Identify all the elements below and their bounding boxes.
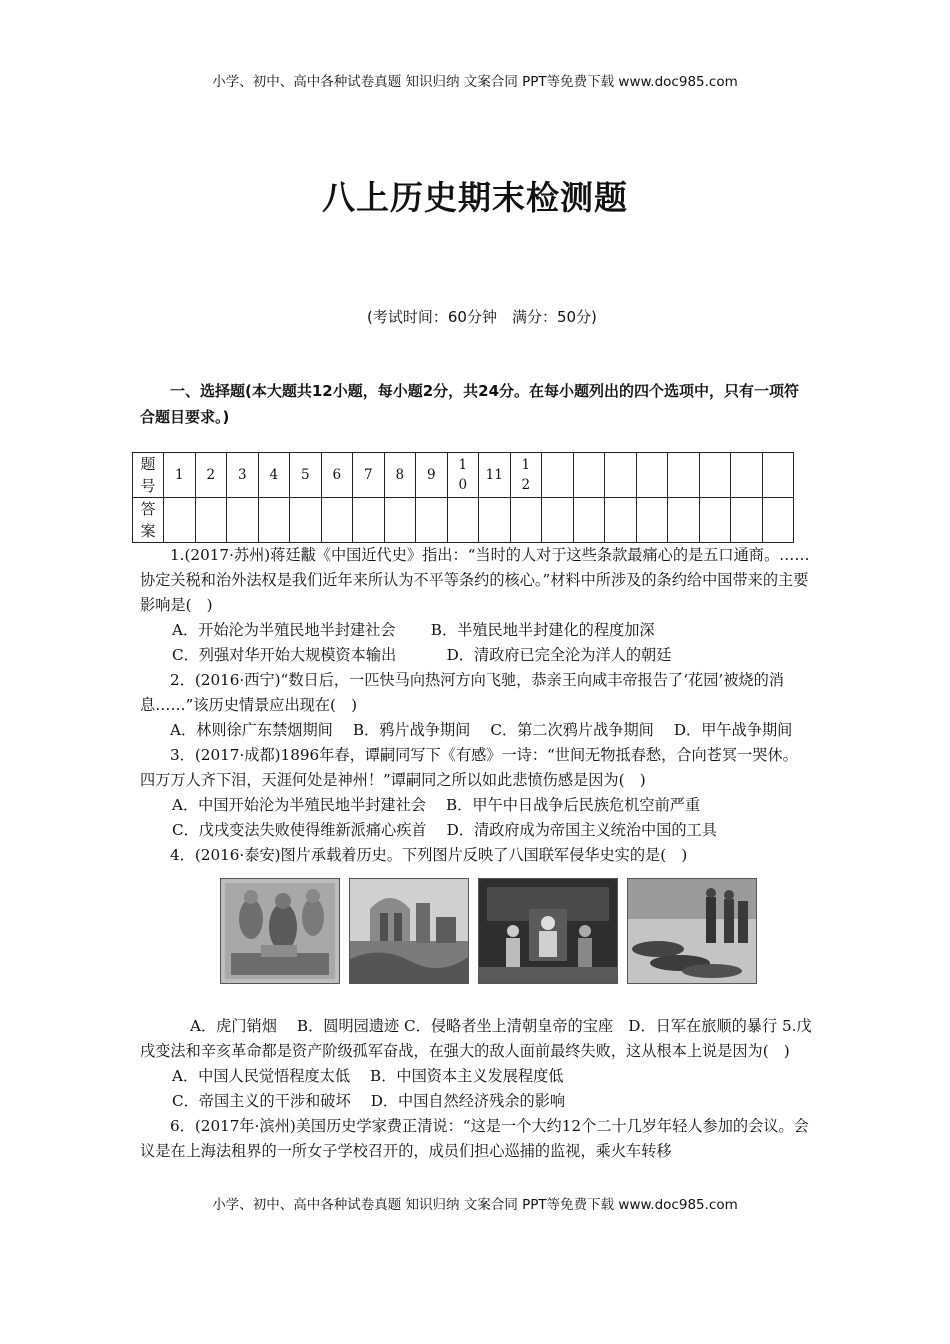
table-row	[133, 498, 794, 543]
table-cell	[762, 453, 794, 498]
table-row	[133, 453, 794, 498]
photo-yuanmingyuan-ruins	[349, 878, 469, 984]
answer-cell[interactable]	[762, 498, 794, 543]
questions-block-continued	[140, 1014, 812, 1164]
question-4-options-and-question-5-stem: A．虎门销烟 B．圆明园遗迹 C．侵略者坐上清朝皇帝的宝座 D．日军在旅顺的暴行 5.戊戌变法和辛亥革命都是资产阶级孤军奋战，在强大的敌人面前最终失败，这从根本上说是因为( )	[140, 1017, 812, 1060]
table-cell: 7	[353, 453, 385, 498]
table-cell: 1	[164, 453, 196, 498]
answer-table	[132, 452, 794, 543]
answer-cell[interactable]	[227, 498, 259, 543]
answer-cell[interactable]	[321, 498, 353, 543]
answer-cell[interactable]	[258, 498, 290, 543]
photo-lushun-massacre	[627, 878, 757, 984]
question-4-images	[220, 878, 812, 984]
answer-cell[interactable]	[699, 498, 731, 543]
answer-cell[interactable]	[731, 498, 763, 543]
section-heading: 一、选择题(本大题共12小题，每小题2分，共24分。在每小题列出的四个选项中，只有一项符合题目要求。)	[140, 382, 800, 426]
question-3-stem: 3．(2017·成都)1896年春，谭嗣同写下《有感》一诗：“世间无物抵春愁，合向苍冥一哭休。四万万人齐下泪，天涯何处是神州！”谭嗣同之所以如此悲愤伤感是因为( )	[140, 746, 798, 789]
question-1-options-ab: A．开始沦为半殖民地半封建社会 B．半殖民地半封建化的程度加深	[172, 621, 655, 639]
answer-cell[interactable]	[573, 498, 605, 543]
answer-cell[interactable]	[353, 498, 385, 543]
table-cell	[605, 453, 637, 498]
answer-cell[interactable]	[510, 498, 542, 543]
question-3-options-ab: A．中国开始沦为半殖民地半封建社会 B．甲午中日战争后民族危机空前严重	[172, 796, 701, 814]
answer-cell[interactable]	[636, 498, 668, 543]
page-header: 小学、初中、高中各种试卷真题 知识归纳 文案合同 PPT等免费下载 www.doc985.com	[212, 74, 738, 90]
answer-cell[interactable]	[384, 498, 416, 543]
table-cell	[731, 453, 763, 498]
question-2-stem: 2．(2016·西宁)“数日后，一匹快马向热河方向飞驰，恭亲王向咸丰帝报告了‘花园’被烧的消息……”该历史情景应出现在( )	[140, 671, 784, 714]
answer-cell[interactable]	[195, 498, 227, 543]
table-cell: 11	[479, 453, 511, 498]
question-3-options-cd: C．戊戌变法失败使得维新派痛心疾首 D．清政府成为帝国主义统治中国的工具	[172, 821, 717, 839]
table-cell: 1 0	[447, 453, 479, 498]
question-2-options: A．林则徐广东禁烟期间 B．鸦片战争期间 C．第二次鸦片战争期间 D．甲午战争期间	[170, 721, 793, 739]
answer-cell[interactable]	[416, 498, 448, 543]
table-cell: 9	[416, 453, 448, 498]
answer-cell[interactable]	[479, 498, 511, 543]
answer-cell[interactable]	[605, 498, 637, 543]
photo-opium-destruction	[220, 878, 340, 984]
answer-cell[interactable]	[668, 498, 700, 543]
answer-cell[interactable]	[164, 498, 196, 543]
table-cell: 8	[384, 453, 416, 498]
exam-info: (考试时间：60分钟 满分：50分)	[367, 308, 597, 326]
answer-cell[interactable]	[542, 498, 574, 543]
table-cell	[699, 453, 731, 498]
question-5-options-cd: C．帝国主义的干涉和破坏 D．中国自然经济残余的影响	[172, 1092, 566, 1110]
question-5-options-ab: A．中国人民觉悟程度太低 B．中国资本主义发展程度低	[172, 1067, 564, 1085]
table-cell	[668, 453, 700, 498]
table-label-number: 题 号	[133, 453, 164, 498]
answer-cell[interactable]	[447, 498, 479, 543]
table-cell	[573, 453, 605, 498]
question-4-stem: 4．(2016·泰安)图片承载着历史。下列图片反映了八国联军侵华史实的是( )	[170, 846, 688, 864]
table-cell: 1 2	[510, 453, 542, 498]
question-6-stem: 6．(2017年·滨州)美国历史学家费正清说：“这是一个大约12个二十几岁年轻人参加的会议。会议是在上海法租界的一所女子学校召开的，成员们担心巡捕的监视，乘火车转移	[140, 1117, 809, 1160]
table-cell: 3	[227, 453, 259, 498]
question-1-stem: 1.(2017·苏州)蒋廷黻《中国近代史》指出：“当时的人对于这些条款最痛心的是五口通商。……协定关税和治外法权是我们近年来所认为不平等条约的核心。”材料中所涉及的条约给中国带来的主要影响是( )	[140, 546, 810, 614]
table-cell	[636, 453, 668, 498]
questions-block	[140, 543, 812, 994]
table-cell	[542, 453, 574, 498]
question-1-options-cd: C．列强对华开始大规模资本输出 D．清政府已完全沦为洋人的朝廷	[172, 646, 672, 664]
table-label-answer: 答 案	[133, 498, 164, 543]
table-cell: 5	[290, 453, 322, 498]
answer-cell[interactable]	[290, 498, 322, 543]
table-cell: 4	[258, 453, 290, 498]
page-footer: 小学、初中、高中各种试卷真题 知识归纳 文案合同 PPT等免费下载 www.doc985.com	[212, 1197, 738, 1213]
table-cell: 2	[195, 453, 227, 498]
photo-invader-on-throne	[478, 878, 618, 984]
page-title: 八上历史期末检测题	[322, 178, 628, 217]
table-cell: 6	[321, 453, 353, 498]
